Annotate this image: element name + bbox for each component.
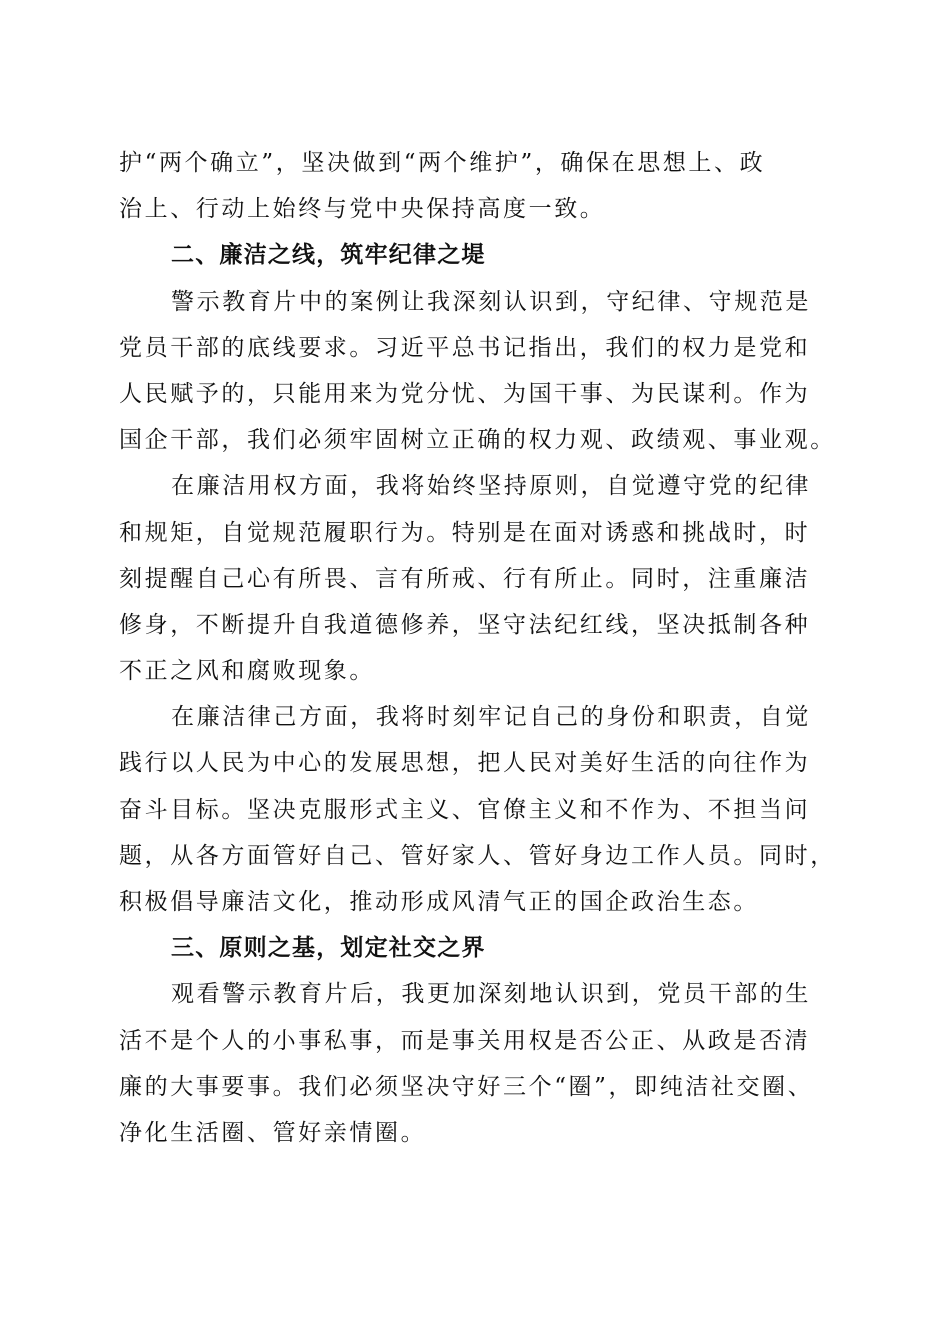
text-line: 观看警示教育片后，我更加深刻地认识到，党员干部的生	[171, 981, 811, 1008]
text-line: 积极倡导廉洁文化，推动形成风清气正的国企政治生态。	[119, 889, 759, 915]
text-line: 治上、行动上始终与党中央保持高度一致。	[119, 196, 606, 223]
text-line: 人民赋予的，只能用来为党分忧、为国干事、为民谋利。作为	[119, 380, 811, 407]
section-heading-2	[119, 232, 834, 278]
text-line: 在廉洁用权方面，我将始终坚持原则，自觉遵守党的纪律	[171, 473, 811, 500]
text-line: 活不是个人的小事私事，而是事关用权是否公正、从政是否清	[119, 1027, 811, 1054]
text-line: 党员干部的底线要求。习近平总书记指出，我们的权力是党和	[119, 334, 811, 361]
paragraph	[119, 694, 834, 925]
paragraph	[119, 463, 834, 694]
text-line: 廉的大事要事。我们必须坚决守好三个“圈”，即纯洁社交圈、	[119, 1073, 814, 1100]
text-line: 奋斗目标。坚决克服形式主义、官僚主义和不作为、不担当问	[119, 796, 811, 823]
text-line: 题，从各方面管好自己、管好家人、管好身边工作人员。同时，	[119, 842, 836, 869]
text-line: 净化生活圈、管好亲情圈。	[119, 1119, 427, 1146]
text-line: 护“两个确立”，坚决做到“两个维护”，确保在思想上、政	[119, 150, 766, 176]
section-heading-3	[119, 925, 834, 971]
text-line: 修身，不断提升自我道德修养，坚守法纪红线，坚决抵制各种	[119, 611, 811, 638]
paragraph-continuation	[119, 140, 834, 232]
heading-text: 三、原则之基，划定社交之界	[171, 935, 486, 962]
document-page	[119, 140, 834, 1156]
text-line: 警示教育片中的案例让我深刻认识到，守纪律、守规范是	[171, 288, 811, 315]
text-line: 国企干部，我们必须牢固树立正确的权力观、政绩观、事业观。	[119, 427, 836, 454]
text-line: 刻提醒自己心有所畏、言有所戒、行有所止。同时，注重廉洁	[119, 565, 811, 592]
text-line: 践行以人民为中心的发展思想，把人民对美好生活的向往作为	[119, 750, 811, 777]
paragraph	[119, 279, 834, 464]
text-line: 和规矩，自觉规范履职行为。特别是在面对诱惑和挑战时，时	[119, 519, 811, 546]
heading-text: 二、廉洁之线，筑牢纪律之堤	[171, 242, 486, 269]
text-line: 在廉洁律己方面，我将时刻牢记自己的身份和职责，自觉	[171, 704, 811, 731]
text-line: 不正之风和腐败现象。	[119, 658, 375, 685]
paragraph	[119, 971, 834, 1156]
